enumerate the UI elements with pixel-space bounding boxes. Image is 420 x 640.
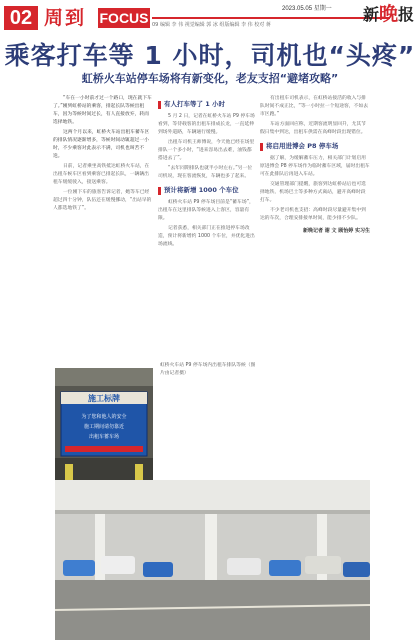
body-paragraph: 不少老司机也支招：高峰时段尽量避开集中到达的车次，合理安排接单时间，能少排不少队。: [260, 208, 366, 221]
section-tag: FOCUS: [99, 10, 149, 26]
article-column-right: [260, 95, 370, 475]
body-paragraph: 一位刚下车的旅客告诉记者，她等车已经超过四十分钟，队伍还在缓慢挪动，“出站早的人都选地铁了”。: [53, 190, 152, 211]
body-paragraph: 5 月 2 日，记者在虹桥火车站 P9 停车场看到，等待载客的出租车排成长龙，一直延伸到场外道路，车辆通行缓慢。: [158, 114, 255, 135]
body-paragraph: 有出租车司机表示，在虹桥站接活的收入与排队时间不成正比，“等一小时拉一个短途客，不如去市区跑。”: [260, 96, 369, 117]
subtitle-marker: [260, 143, 263, 151]
headline: 乘客打车等 1 小时，司机也“头疼”: [4, 41, 416, 70]
byline: 新晚记者 谢 文 顾怡婷 实习生: [303, 228, 370, 234]
lead-paragraph: “车在一小时前才过一个路口，现在就下车了。”刚到虹桥站的乘客，排起长队等候出租车，因为等候时间过长，有人直接放弃，转而选择地铁。: [53, 96, 152, 125]
masthead: [0, 0, 420, 34]
parking-lot-photo: [55, 480, 370, 640]
section-subtitle: 有人打车等了 1 小时: [158, 100, 256, 109]
editor-credits: 09 编辑 李 伟 视觉编辑 郭 冰 组版编辑 李 伟 校对 蒋: [152, 22, 271, 28]
body-paragraph: 交通管理部门提醒，旅客到达虹桥站后也可选择地铁、机场巴士等多种方式离站，避开高峰时段打车。: [260, 182, 366, 203]
subtitle-marker: [158, 101, 161, 109]
sign-line: 出租车蓄车场: [88, 434, 120, 440]
body-paragraph: 车站方面回应称，近期客流明显回升，尤其节假日集中到达，出租车供需在高峰时段出现错位。: [260, 122, 366, 135]
article-column-middle: [158, 95, 256, 357]
body-paragraph: “去年同期排队也就半小时左右。”另一位司机说，现在客流恢复，车辆也多了起来。: [158, 166, 253, 179]
lead-paragraph: 这两个月以来，虹桥火车站出租车蓄车区的排队情况逐渐增多，等候时间动辄超过一小时，不少乘客对此表示不满，司机也叫苦不迭。: [53, 130, 150, 159]
taxi-parking-illustration: [55, 480, 370, 640]
issue-date: 2023.05.05 星期一: [282, 6, 332, 12]
sign-line: 为了您和他人的安全: [81, 414, 127, 420]
subheadline: 虹桥火车站停车场将有新变化，老友支招“避堵攻略”: [81, 72, 339, 85]
body-paragraph: 日前，记者乘坐高铁抵达虹桥火车站，在出租车候车区看到乘客已排起长队，一辆辆出租车缓缓驶入，接送乘客。: [53, 164, 150, 185]
section-subtitle: 预计将新增 1000 个车位: [158, 186, 256, 195]
page-number: 02: [4, 6, 38, 30]
section-title: 周到: [44, 7, 87, 29]
body-paragraph: 出租车司机王师傅说，今天他已经在场里排队一个多小时，“进来容易出去难，油钱都搭进去了”。: [158, 140, 255, 161]
construction-sign-photo: [55, 368, 153, 480]
subtitle-marker: [158, 187, 161, 195]
body-paragraph: 虹桥火车站 P9 停车场目前是“蓄车场”，出租车在这里排队等候进入上客区，容量有限。: [158, 200, 254, 221]
body-paragraph: 据了解，为缓解蓄车压力，相关部门计划启用原进博会 P8 停车场作为临时蓄车区域，届时出租车可在此排队后再进入车站。: [260, 156, 370, 177]
section-subtitle: 将启用进博会 P8 停车场: [260, 142, 370, 151]
sign-line: 施工期间请勿靠近: [83, 424, 125, 430]
body-paragraph: 记者获悉，相关部门正在推进停车场改造，预计将新增约 1000 个车位，并优化进出场流线。: [158, 226, 255, 247]
photo-caption: 虹桥火车站 P9 停车场内出租车排队等候（图片由记者摄）: [160, 363, 256, 376]
sign-title: 施工标牌: [88, 394, 120, 403]
lead-text: [53, 95, 153, 161]
lead-column: [53, 95, 153, 365]
newspaper-logo: 新晚报: [362, 3, 414, 25]
header-rule: [152, 17, 390, 19]
construction-sign-illustration: [55, 368, 153, 480]
